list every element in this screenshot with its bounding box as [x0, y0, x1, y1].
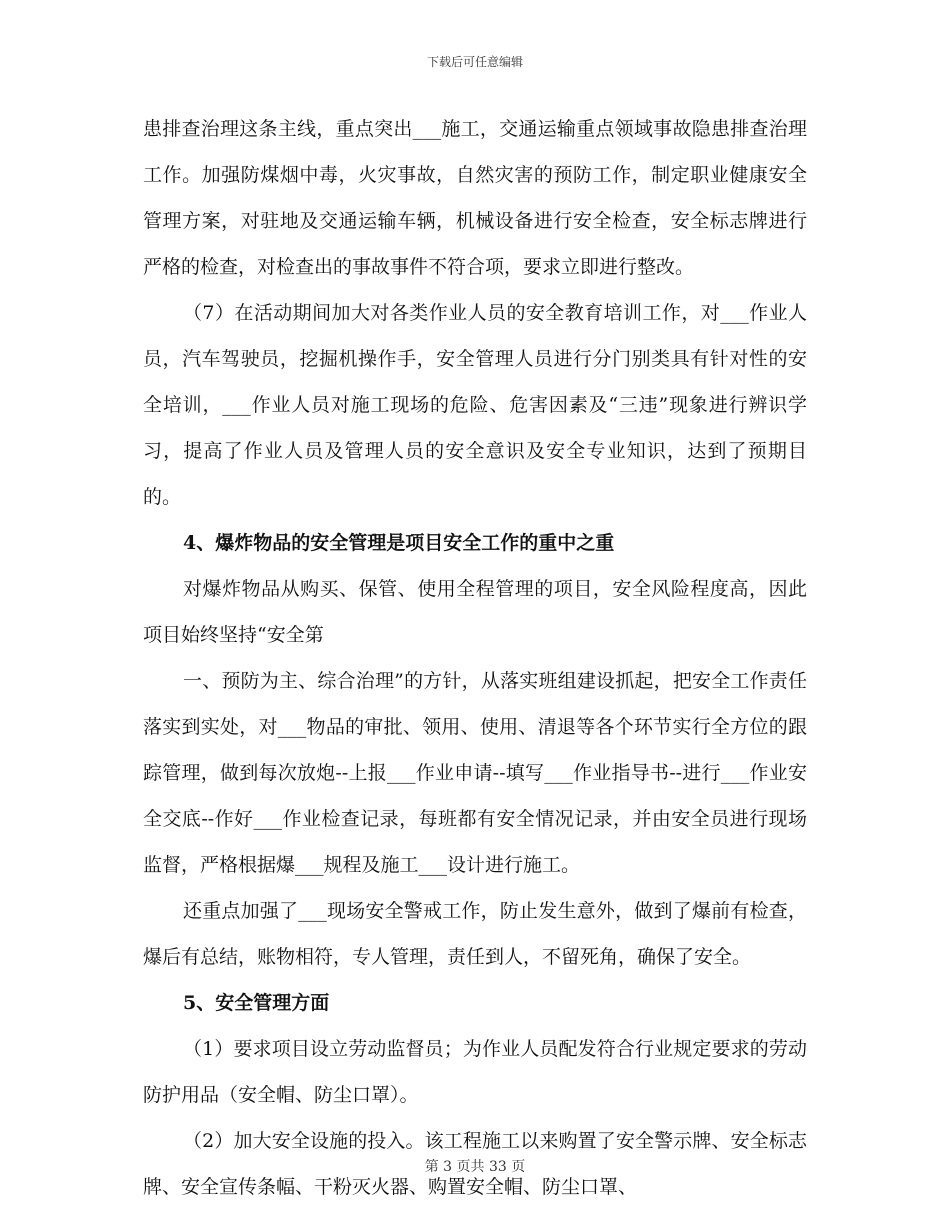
paragraph-safety-training: （7）在活动期间加大对各类作业人员的安全教育培训工作，对___作业人员，汽车驾驶员，挖掘机操作手，安全管理人员进行分门别类具有针对性的安全培训，___作业人员对施工现场的危险、危害因素及“三违”现象进行辨识学习，提高了作业人员及管理人员的安全意识及安全专业知识，达到了预期目的。 [143, 302, 807, 508]
paragraph-labor-protection: （1）要求项目设立劳动监督员；为作业人员配发符合行业规定要求的劳动防护用品（安全帽、防尘口罩）。 [143, 1038, 807, 1106]
paragraph-safety-facilities: （2）加大安全设施的投入。该工程施工以来购置了安全警示牌、安全标志牌、安全宣传条幅、干粉灭火器、购置安全帽、防尘口罩、 [143, 1130, 807, 1198]
section-heading-safety-management: 5、安全管理方面 [183, 992, 330, 1014]
paragraph-blast-warning: 还重点加强了___现场安全警戒工作，防止发生意外，做到了爆前有检查，爆后有总结，账物相符，专人管理，责任到人，不留死角，确保了安全。 [143, 900, 807, 968]
paragraph-hazard-inspection: 患排查治理这条主线，重点突出___施工，交通运输重点领域事故隐患排查治理工作。加强防煤烟中毒，火灾事故，自然灾害的预防工作，制定职业健康安全管理方案，对驻地及交通运输车辆，机械设备进行安全检查，安全标志牌进行严格的检查，对检查出的事故事件不符合项，要求立即进行整改。 [143, 118, 807, 278]
page-footer: 第 3 页共 33 页 [424, 1159, 526, 1175]
page-header: 下载后可任意编辑 [426, 55, 523, 69]
document-body [143, 106, 807, 1210]
section-heading-explosives: 4、爆炸物品的安全管理是项目安全工作的重中之重 [183, 532, 615, 554]
paragraph-explosives-policy: 一、预防为主、综合治理”的方针，从落实班组建设抓起，把安全工作责任落实到实处，对___物品的审批、领用、使用、清退等各个环节实行全方位的跟踪管理，做到每次放炮--上报___作业申请--填写___作业指导书--进行___作业安全交底--作好___作业检查记录，每班都有安全情况记录，并由安全员进行现场监督，严格根据爆___规程及施工___设计进行施工。 [143, 670, 807, 876]
paragraph-explosives-intro: 对爆炸物品从购买、保管、使用全程管理的项目，安全风险程度高，因此项目始终坚持“安全第 [143, 578, 807, 646]
